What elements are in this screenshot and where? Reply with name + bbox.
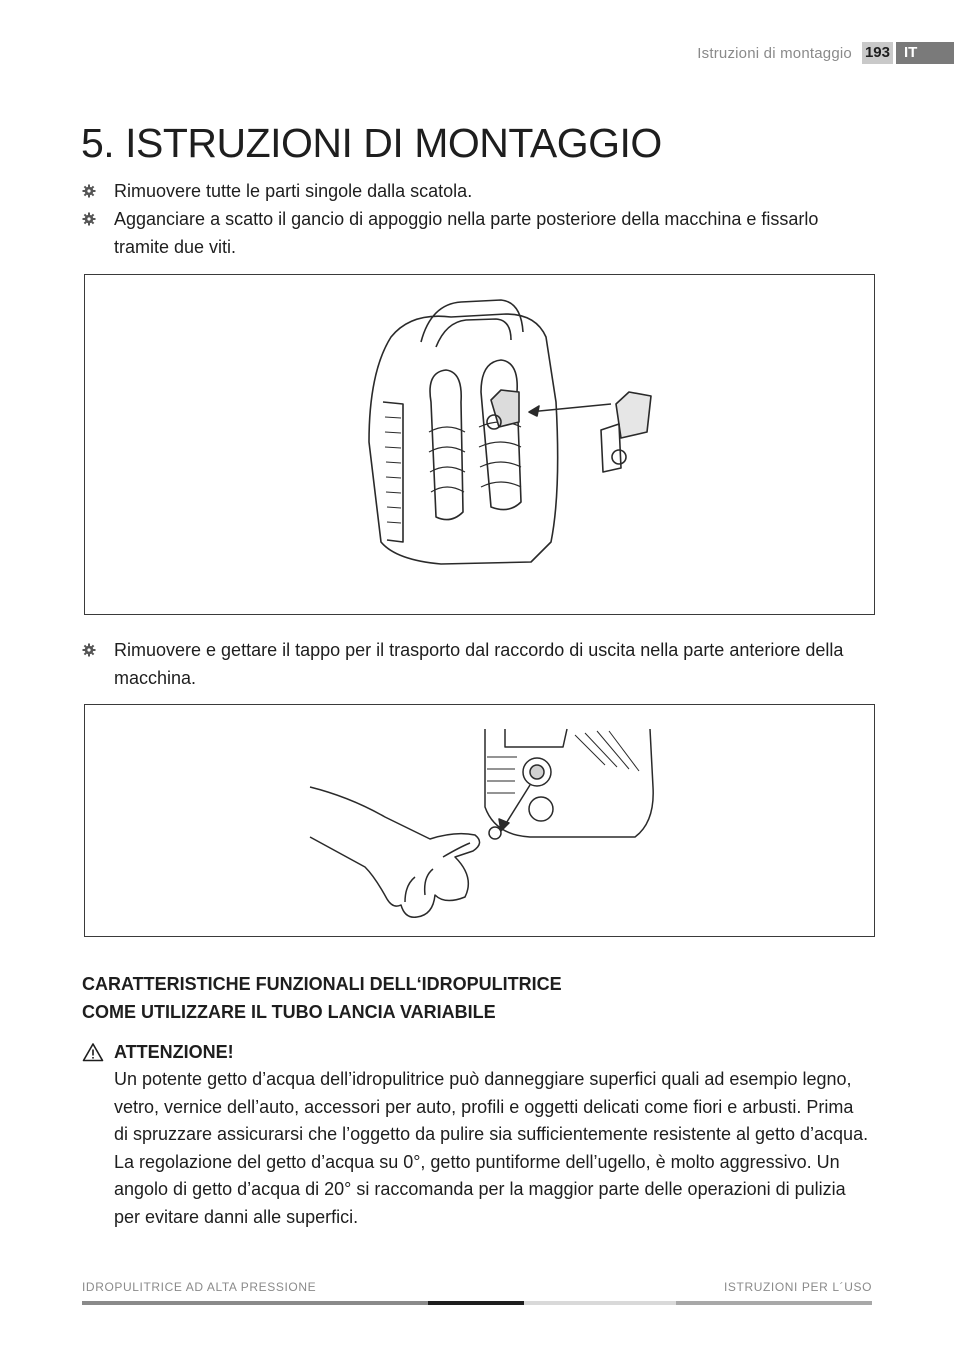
page-number: 193: [862, 42, 893, 64]
figure-remove-plug: [84, 704, 875, 937]
remove-plug-illustration: [305, 727, 655, 923]
steps-list-1: [82, 177, 872, 261]
list-item: [82, 636, 872, 692]
footer-product-name: IDROPULITRICE AD ALTA PRESSIONE: [82, 1280, 317, 1294]
warning-heading: [82, 1038, 872, 1066]
warning-block: [82, 1038, 872, 1231]
gear-bullet-icon: [82, 643, 96, 657]
page-header: [697, 41, 954, 65]
list-item: [82, 177, 872, 205]
header-section-title: Istruzioni di montaggio: [697, 44, 852, 62]
machine-back-illustration: [351, 292, 701, 602]
section-heading-line-1: CARATTERISTICHE FUNZIONALI DELL‘IDROPULITRICE: [82, 974, 562, 994]
section-heading: [82, 970, 562, 1026]
step-text: Agganciare a scatto il gancio di appoggio nella parte posteriore della macchina e fissarlo tramite due viti.: [114, 209, 819, 257]
footer-rule: [82, 1301, 872, 1305]
gear-bullet-icon: [82, 212, 96, 226]
warning-title: ATTENZIONE!: [114, 1041, 234, 1062]
steps-list-2: [82, 636, 872, 692]
footer-doc-type: ISTRUZIONI PER L´USO: [723, 1280, 872, 1294]
warning-triangle-icon: [82, 1042, 104, 1062]
step-text: Rimuovere tutte le parti singole dalla scatola.: [114, 181, 473, 201]
warning-text: Un potente getto d’acqua dell’idropulitrice può danneggiare superfici quali ad esempio legno, vetro, vernice dell’auto, accessori per auto, profili e oggetti delicati come fiori e arbusti. Prima di spruzzare assicurarsi che l’oggetto da pulire sia sufficientemente resistente al getto d’acqua. La regolazione del getto d’acqua su 0°, getto puntiforme dell’ugello, è molto aggressivo. Un angolo di getto d’acqua di 20° si raccomanda per la maggior parte delle operazioni di pulizia per evitare danni alle superfici.: [114, 1069, 869, 1227]
section-heading-line-2: COME UTILIZZARE IL TUBO LANCIA VARIABILE: [82, 1002, 496, 1022]
step-text: Rimuovere e gettare il tappo per il trasporto dal raccordo di uscita nella parte anteriore della macchina.: [114, 640, 844, 688]
language-tab: IT: [896, 42, 954, 64]
gear-bullet-icon: [82, 184, 96, 198]
figure-hook-mounting: [84, 274, 875, 615]
list-item: [82, 205, 872, 261]
page-title: 5. ISTRUZIONI DI MONTAGGIO: [81, 120, 662, 166]
